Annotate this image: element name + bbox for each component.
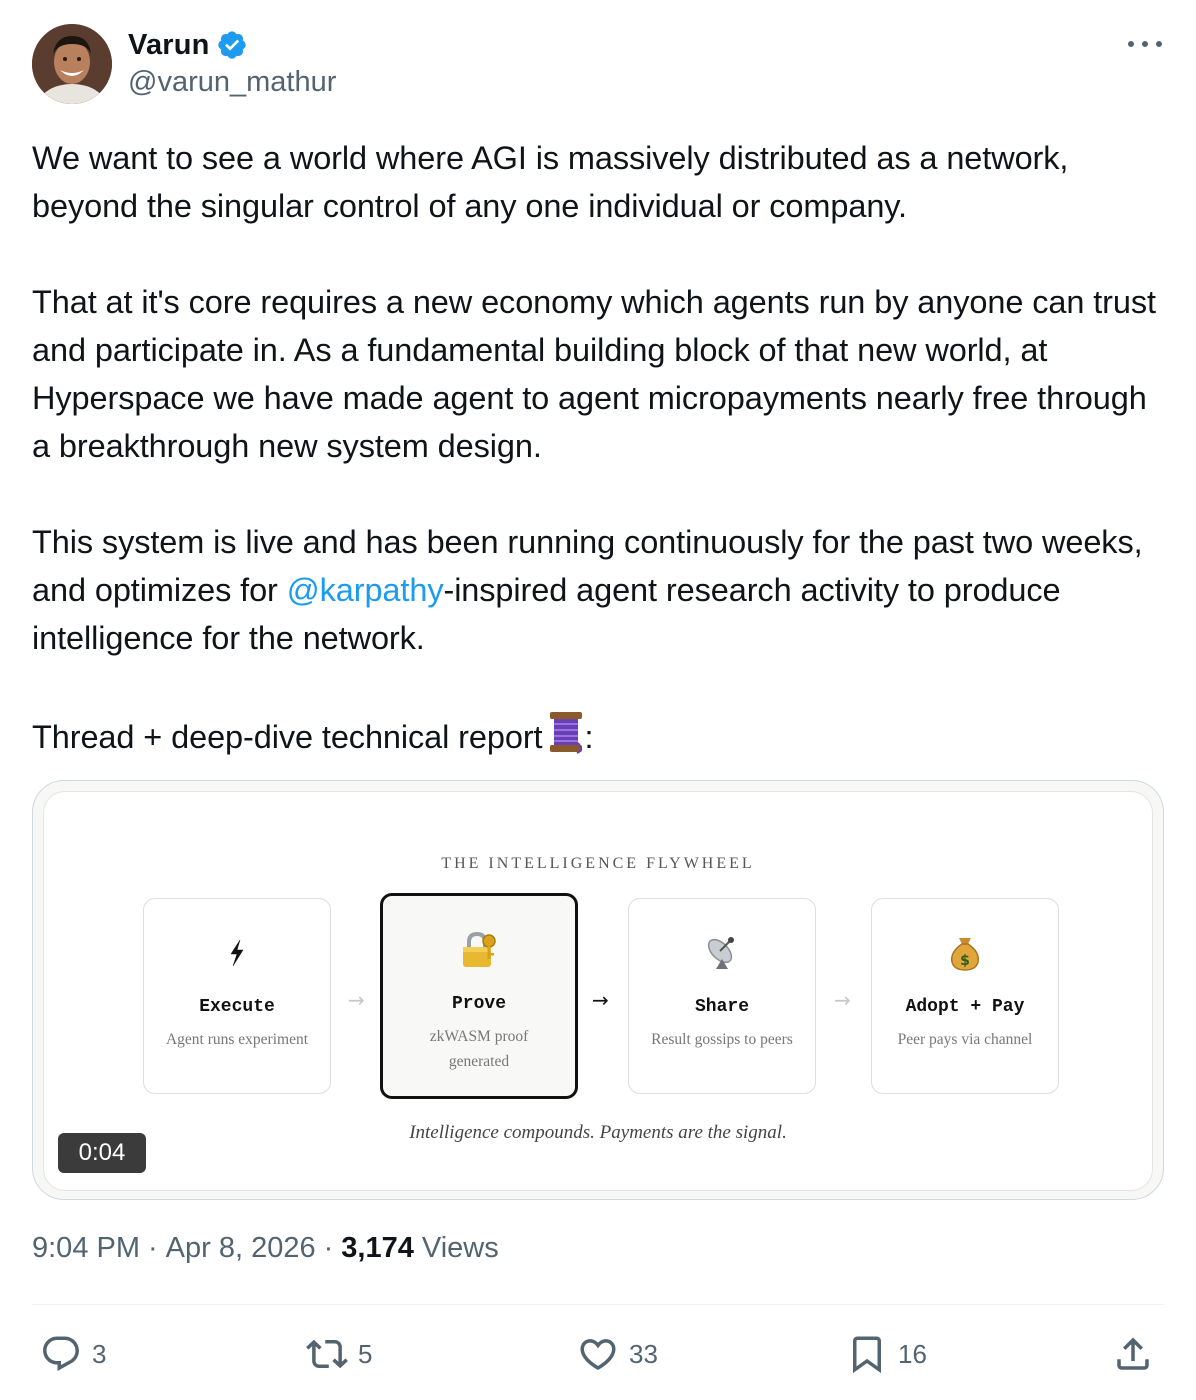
bookmark-button[interactable]: [846, 1326, 927, 1382]
author-handle[interactable]: @varun_mathur: [128, 66, 337, 98]
post-text: [32, 134, 1172, 809]
more-options-icon[interactable]: [1128, 34, 1162, 54]
reply-button[interactable]: [40, 1326, 106, 1382]
post-time[interactable]: 9:04 PM: [32, 1232, 140, 1264]
step-subtitle: zkWASM proof generated: [429, 1028, 529, 1070]
like-count: 33: [629, 1338, 658, 1369]
post-meta: [32, 1232, 499, 1265]
meta-separator: ·: [148, 1232, 158, 1264]
step-card-prove: [380, 893, 578, 1099]
step-subtitle: Agent runs experiment: [165, 1031, 309, 1048]
bookmark-count: 16: [898, 1338, 927, 1369]
step-card-execute: [143, 898, 331, 1094]
step-subtitle: Result gossips to peers: [651, 1031, 793, 1048]
reply-icon: [40, 1333, 82, 1375]
flow-arrow: →: [592, 988, 609, 1012]
post-paragraph-3: [32, 518, 1172, 662]
flow-arrow: →: [834, 988, 851, 1012]
step-card-adopt-pay: [871, 898, 1059, 1094]
mention-link[interactable]: @karpathy: [286, 572, 444, 608]
svg-text:$: $: [960, 953, 970, 969]
bookmark-icon: [846, 1333, 888, 1375]
like-button[interactable]: [577, 1326, 658, 1382]
repost-count: 5: [358, 1338, 373, 1369]
share-button[interactable]: [1112, 1326, 1154, 1382]
step-title: Share: [694, 997, 749, 1017]
repost-button[interactable]: [306, 1326, 372, 1382]
meta-separator: ·: [323, 1232, 334, 1264]
lock-with-key-icon: [459, 931, 499, 969]
money-bag-icon: [948, 934, 982, 972]
share-icon: [1112, 1333, 1154, 1375]
step-title: Execute: [199, 997, 275, 1017]
flow-arrow: →: [348, 988, 365, 1012]
reply-count: 3: [92, 1338, 107, 1369]
post-paragraph-4: [32, 710, 1172, 761]
step-title: Prove: [451, 994, 506, 1014]
views-count[interactable]: 3,174: [341, 1232, 414, 1264]
divider: [32, 1304, 1164, 1305]
post-paragraph-4-suffix: :: [584, 719, 594, 755]
flywheel-caption: Intelligence compounds. Payments are the signal.: [409, 1122, 787, 1143]
post-paragraph-4-text: Thread + deep-dive technical report: [32, 719, 543, 755]
lightning-icon: [226, 938, 248, 968]
post-paragraph-3-text-b: -inspired agent research activity to produce intelligence for the network.: [32, 572, 1061, 656]
heart-icon: [577, 1333, 619, 1375]
post-date[interactable]: Apr 8, 2026: [165, 1232, 316, 1264]
video-duration-badge: 0:04: [58, 1133, 146, 1173]
flywheel-title: THE INTELLIGENCE FLYWHEEL: [441, 855, 755, 872]
avatar[interactable]: [32, 24, 112, 104]
post-paragraph-1: We want to see a world where AGI is massively distributed as a network, beyond the singular control of any one individual or company.: [32, 140, 1069, 224]
step-title: Adopt + Pay: [905, 997, 1025, 1017]
repost-icon: [306, 1333, 348, 1375]
avatar-image: [32, 24, 112, 104]
step-subtitle: Peer pays via channel: [897, 1031, 1033, 1048]
step-card-share: [628, 898, 816, 1094]
views-label: Views: [421, 1232, 499, 1264]
verified-badge-icon[interactable]: [216, 29, 248, 61]
post-paragraph-3-text-a: This system is live and has been running continuously for the past two weeks, and optimizes for: [32, 524, 1143, 608]
spool-of-thread-icon: [547, 710, 585, 754]
post-paragraph-2: That at it's core requires a new economy which agents run by anyone can trust and participate in. As a fundamental building block of that new world, at Hyperspace we have made agent to agent micropayments nearly free through a breakthrough new system design.: [32, 284, 1156, 464]
satellite-dish-icon: [702, 933, 742, 973]
display-name[interactable]: Varun: [128, 28, 210, 61]
post-header: [32, 24, 1164, 104]
action-bar: [32, 1326, 1164, 1382]
